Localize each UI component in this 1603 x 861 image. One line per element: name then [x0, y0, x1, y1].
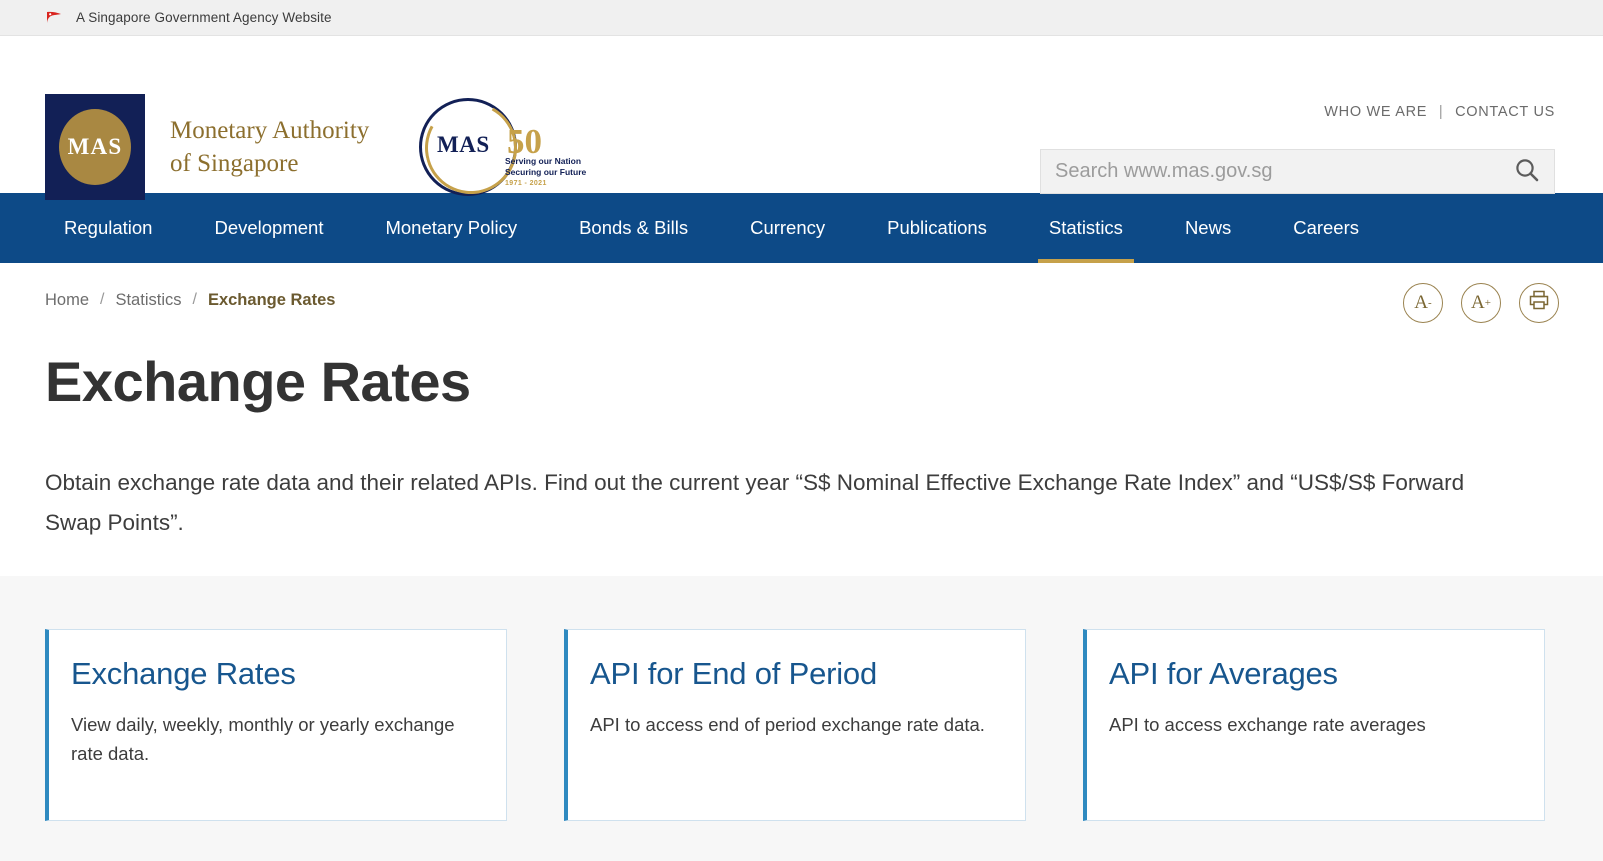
- print-page-button[interactable]: [1519, 283, 1559, 323]
- card-description: View daily, weekly, monthly or yearly exchange rate data.: [71, 713, 455, 765]
- card-description: API to access end of period exchange rate data.: [590, 713, 985, 735]
- decrease-text-size-label: A: [1414, 292, 1429, 313]
- mas50-number: 50: [507, 122, 542, 161]
- increase-text-size-button[interactable]: [1461, 283, 1501, 323]
- breadcrumb-separator: /: [100, 291, 105, 308]
- mas-wordmark: [170, 114, 369, 180]
- printer-icon: [1528, 289, 1550, 317]
- card-title: API for Averages: [1109, 655, 1338, 691]
- mas-crest-text: MAS: [59, 109, 131, 185]
- search-icon: [1514, 157, 1540, 186]
- site-header: [0, 36, 1603, 193]
- utility-link-separator: |: [1438, 104, 1444, 120]
- nav-item-development[interactable]: Development: [214, 217, 324, 238]
- cards-section: [0, 576, 1603, 861]
- breadcrumb: [0, 263, 1603, 337]
- singapore-flag-icon: [45, 11, 65, 25]
- page-tools: [1403, 283, 1559, 323]
- search-button[interactable]: [1500, 150, 1554, 193]
- card-list: [45, 629, 1558, 821]
- mas50-tagline-line2: Securing our Future: [505, 166, 587, 177]
- nav-item-currency[interactable]: Currency: [750, 217, 826, 238]
- mas-crest-icon: [45, 94, 145, 200]
- site-search[interactable]: [1040, 149, 1555, 194]
- government-banner-text: A Singapore Government Agency Website: [76, 10, 332, 25]
- nav-item-monetary-policy[interactable]: Monetary Policy: [385, 217, 518, 238]
- mas50-anniversary-logo[interactable]: [419, 98, 593, 198]
- government-banner: [0, 0, 1603, 36]
- who-we-are-link[interactable]: WHO WE ARE: [1324, 104, 1428, 120]
- minus-icon: -: [1428, 297, 1432, 309]
- decrease-text-size-button[interactable]: [1403, 283, 1443, 323]
- header-utility-links: [1324, 104, 1555, 120]
- search-input[interactable]: [1041, 160, 1500, 183]
- nav-item-statistics[interactable]: Statistics: [1018, 193, 1154, 263]
- increase-text-size-label: A: [1471, 292, 1485, 313]
- mas50-mark: MAS: [437, 132, 490, 157]
- nav-item-publications[interactable]: Publications: [887, 217, 987, 238]
- breadcrumb-item-exchange-rates: Exchange Rates: [207, 290, 336, 309]
- mas-wordmark-line2: of Singapore: [170, 150, 299, 177]
- breadcrumb-item-statistics[interactable]: Statistics: [115, 290, 182, 309]
- card-api-averages[interactable]: [1083, 629, 1545, 821]
- card-api-end-of-period[interactable]: [564, 629, 1026, 821]
- card-exchange-rates[interactable]: [45, 629, 507, 821]
- mas50-years: 1971 - 2021: [505, 180, 547, 187]
- mas50-tagline: [505, 156, 586, 177]
- mas-logo[interactable]: [45, 94, 369, 200]
- plus-icon: +: [1484, 297, 1491, 309]
- main-navigation: [0, 193, 1603, 263]
- nav-item-bonds-bills[interactable]: Bonds & Bills: [579, 217, 689, 238]
- mas50-tagline-line1: Serving our Nation: [505, 156, 582, 166]
- mas-wordmark-line1: Monetary Authority: [170, 117, 370, 144]
- breadcrumb-item-home[interactable]: Home: [45, 290, 90, 309]
- card-description: API to access exchange rate averages: [1109, 713, 1426, 735]
- nav-item-news[interactable]: News: [1184, 217, 1232, 238]
- breadcrumb-separator: /: [192, 291, 197, 308]
- nav-item-careers[interactable]: Careers: [1293, 217, 1360, 238]
- page-intro: Obtain exchange rate data and their related APIs. Find out the current year “S$ Nominal Effective Exchange Rate Index” and “US$/S$ Forward Swap Points”.: [45, 469, 1465, 535]
- page-title: Exchange Rates: [45, 350, 471, 413]
- card-title: API for End of Period: [590, 655, 878, 691]
- contact-us-link[interactable]: CONTACT US: [1455, 104, 1555, 120]
- card-title: Exchange Rates: [71, 655, 296, 691]
- nav-item-regulation[interactable]: Regulation: [64, 217, 153, 238]
